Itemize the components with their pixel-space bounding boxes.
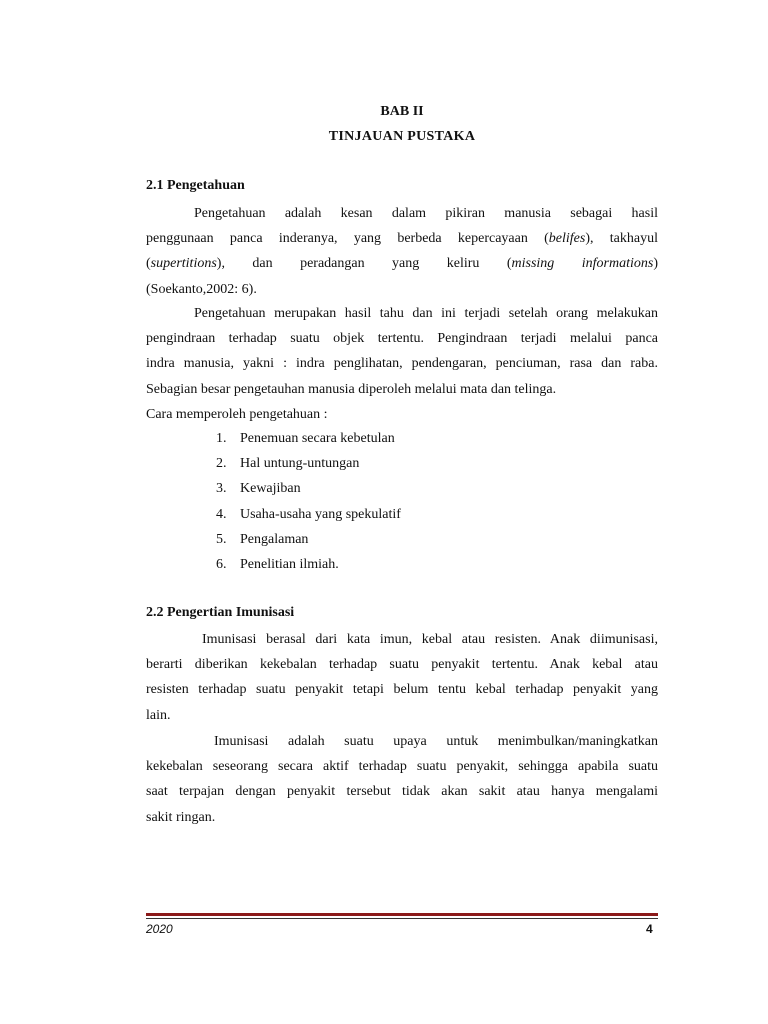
footer-rule-thin — [146, 918, 658, 919]
chapter-title: TINJAUAN PUSTAKA — [328, 129, 476, 144]
text-line: Imunisasi adalah suatu upaya untuk menimbulkan/maningkatkan — [214, 734, 658, 749]
list-item — [216, 426, 401, 451]
paragraph-imunisasi-purpose — [146, 729, 658, 830]
italic-term: missing informations — [511, 256, 654, 272]
text-span: ) — [653, 256, 658, 272]
text-line: sakit ringan. — [146, 809, 216, 825]
footer-year: 2020 — [146, 922, 173, 936]
list-text: Kewajiban — [240, 481, 301, 497]
list-item — [216, 476, 401, 501]
list-number: 1. — [216, 431, 227, 446]
list-item — [216, 451, 401, 476]
section-heading-pengetahuan: 2.1 Pengetahuan — [146, 178, 245, 193]
list-number: 3. — [216, 481, 227, 497]
text-line: pengindraan terhadap suatu objek tertentu. Pengindraan terjadi melalui panca — [146, 331, 658, 347]
list-number: 2. — [216, 456, 227, 472]
text-line: kekebalan seseorang secara aktif terhadap suatu penyakit, sehingga apabila suatu — [146, 759, 658, 775]
list-text: Pengalaman — [240, 531, 309, 547]
paragraph-pengetahuan-process — [146, 301, 658, 402]
page-number: 4 — [646, 922, 653, 936]
italic-term: belifes — [548, 231, 586, 247]
list-item — [216, 502, 401, 527]
paragraph-pengetahuan-definition — [146, 201, 658, 302]
text-line: Pengetahuan merupakan hasil tahu dan ini terjadi setelah orang melakukan — [194, 306, 658, 321]
text-span: penggunaan panca inderanya, yang berbeda kepercayaan ( — [146, 231, 549, 247]
text-line: berarti diberikan kekebalan terhadap suatu penyakit tertentu. Anak kebal atau — [146, 657, 658, 673]
list-text: Usaha-usaha yang spekulatif — [240, 506, 401, 522]
list-text: Hal untung-untungan — [240, 456, 360, 472]
text-line: lain. — [146, 707, 171, 723]
list-text: Penelitian ilmiah. — [240, 556, 339, 572]
text-line: saat terpajan dengan penyakit tersebut tidak akan sakit atau hanya mengalami — [146, 784, 658, 800]
paragraph-imunisasi-definition — [146, 627, 658, 728]
text-line: Imunisasi berasal dari kata imun, kebal atau resisten. Anak diimunisasi, — [202, 632, 658, 647]
text-line — [146, 226, 658, 251]
text-line: resisten terhadap suatu penyakit tetapi belum tentu kebal terhadap penyakit yang — [146, 682, 658, 698]
list-number: 4. — [216, 506, 227, 522]
text-line: Pengetahuan adalah kesan dalam pikiran manusia sebagai hasil — [194, 206, 658, 221]
list-text: Penemuan secara kebetulan — [240, 431, 395, 446]
text-span: ), takhayul — [585, 231, 658, 247]
list-intro: Cara memperoleh pengetahuan : — [146, 407, 328, 422]
text-line: indra manusia, yakni : indra penglihatan, pendengaran, penciuman, rasa dan raba. — [146, 356, 658, 372]
text-span: ), dan peradangan yang keliru ( — [216, 256, 512, 272]
list-item — [216, 527, 401, 552]
list-item — [216, 552, 401, 577]
text-line: (Soekanto,2002: 6). — [146, 281, 257, 297]
italic-term: supertitions — [150, 256, 217, 272]
section-heading-imunisasi: 2.2 Pengertian Imunisasi — [146, 605, 295, 620]
text-span: ( — [146, 256, 151, 272]
text-line: Sebagian besar pengetauhan manusia diperoleh melalui mata dan telinga. — [146, 381, 557, 397]
chapter-number: BAB II — [380, 104, 424, 119]
footer-rule-thick — [146, 913, 658, 916]
methods-list — [216, 426, 401, 577]
text-line — [146, 251, 658, 276]
list-number: 5. — [216, 531, 227, 547]
list-number: 6. — [216, 556, 227, 572]
